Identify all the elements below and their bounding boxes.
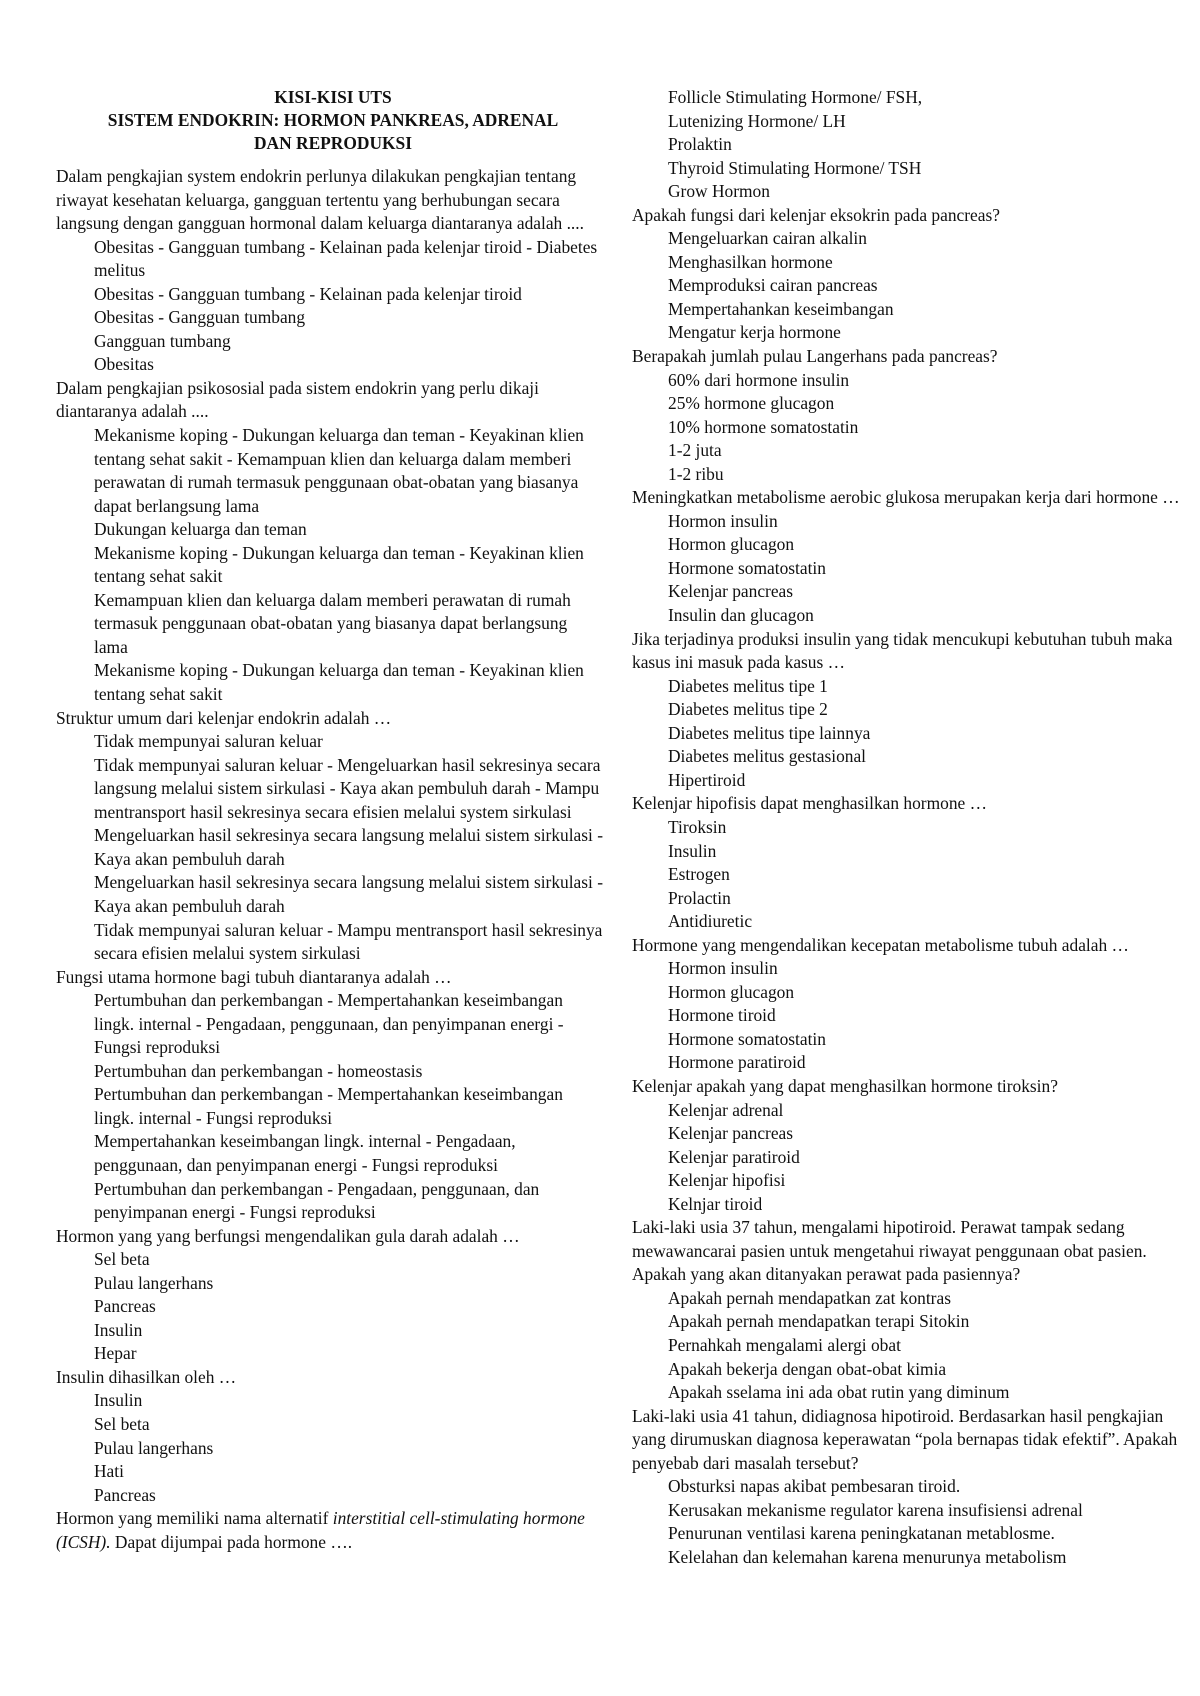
option: Kelenjar adrenal bbox=[668, 1099, 784, 1120]
question-block bbox=[632, 934, 1184, 1075]
option: Hormon glucagon bbox=[668, 981, 795, 1002]
option: 1-2 ribu bbox=[668, 463, 724, 484]
question-block bbox=[632, 86, 1184, 204]
question-block bbox=[56, 377, 604, 707]
option: Apakah pernah mendapatkan zat kontras bbox=[668, 1287, 951, 1308]
option: Mengatur kerja hormone bbox=[668, 322, 841, 343]
question-block bbox=[632, 204, 1184, 345]
option: Mengeluarkan cairan alkalin bbox=[668, 228, 867, 249]
question-block bbox=[632, 486, 1184, 627]
option: Hormone somatostatin bbox=[668, 1028, 826, 1049]
option: Apakah bekerja dengan obat-obat kimia bbox=[668, 1358, 947, 1379]
option: Diabetes melitus gestasional bbox=[668, 746, 867, 767]
question-block bbox=[56, 1366, 604, 1507]
question-block bbox=[632, 1216, 1184, 1404]
option: Diabetes melitus tipe 1 bbox=[668, 675, 828, 696]
option: Pertumbuhan dan perkembangan - Mempertahankan keseimbangan lingk. internal - Fungsi reproduksi bbox=[94, 1084, 563, 1128]
option: Insulin bbox=[94, 1390, 143, 1411]
question-text-post: Dapat dijumpai pada hormone …. bbox=[110, 1531, 353, 1552]
question-text: Dalam pengkajian system endokrin perlunya dilakukan pengkajian tentang riwayat kesehatan keluarga, gangguan tertentu yang berhubungan secara langsung dengan gangguan hormonal dalam keluarga diantaranya adalah .... bbox=[56, 166, 584, 234]
question-block bbox=[632, 628, 1184, 793]
option: 25% hormone glucagon bbox=[668, 393, 835, 414]
option: Obsturksi napas akibat pembesaran tiroid. bbox=[668, 1476, 961, 1497]
option: Pancreas bbox=[94, 1296, 156, 1317]
question-block bbox=[56, 707, 604, 966]
option: Lutenizing Hormone/ LH bbox=[668, 110, 846, 131]
option: Kelelahan dan kelemahan karena menurunya metabolism bbox=[668, 1546, 1067, 1567]
option: Kelenjar hipofisi bbox=[668, 1170, 786, 1191]
option: Estrogen bbox=[668, 864, 730, 885]
option: Obesitas - Gangguan tumbang - Kelainan pada kelenjar tiroid bbox=[94, 283, 522, 304]
option: Insulin bbox=[668, 840, 717, 861]
option: Kelnjar tiroid bbox=[668, 1193, 763, 1214]
option: Menghasilkan hormone bbox=[668, 251, 833, 272]
question-text: Laki-laki usia 41 tahun, didiagnosa hipotiroid. Berdasarkan hasil pengkajian yang dirumuskan diagnosa keperawatan “pola bernapas tidak efektif”. Apakah penyebab dari masalah tersebut? bbox=[632, 1405, 1178, 1473]
question-text: Meningkatkan metabolisme aerobic glukosa merupakan kerja dari hormone … bbox=[632, 487, 1180, 508]
option: Obesitas - Gangguan tumbang bbox=[94, 307, 306, 328]
option: Kelenjar pancreas bbox=[668, 1123, 794, 1144]
option: Apakah pernah mendapatkan terapi Sitokin bbox=[668, 1311, 970, 1332]
option: Obesitas - Gangguan tumbang - Kelainan pada kelenjar tiroid - Diabetes melitus bbox=[94, 236, 598, 281]
question-block bbox=[632, 345, 1184, 486]
question-text-pre: Hormon yang memiliki nama alternatif bbox=[56, 1508, 333, 1529]
question-block bbox=[632, 1075, 1184, 1216]
question-block bbox=[632, 1405, 1184, 1570]
option: Prolactin bbox=[668, 887, 731, 908]
option: Insulin dan glucagon bbox=[668, 605, 814, 626]
option: Insulin bbox=[94, 1319, 143, 1340]
option: 1-2 juta bbox=[668, 440, 722, 461]
left-column bbox=[56, 86, 604, 1554]
question-text: Apakah fungsi dari kelenjar eksokrin pada pancreas? bbox=[632, 204, 1000, 225]
question-block bbox=[56, 1225, 604, 1366]
question-text-italic: interstitial cell-stimulating hormone (ICSH). bbox=[56, 1508, 585, 1552]
option: Hormone tiroid bbox=[668, 1005, 776, 1026]
option: Obesitas bbox=[94, 354, 154, 375]
option: Pertumbuhan dan perkembangan - Pengadaan, penggunaan, dan penyimpanan energi - Fungsi reproduksi bbox=[94, 1178, 540, 1223]
question-text: Struktur umum dari kelenjar endokrin adalah … bbox=[56, 707, 392, 728]
question-text: Berapakah jumlah pulau Langerhans pada pancreas? bbox=[632, 346, 998, 367]
option: Hormon glucagon bbox=[668, 534, 795, 555]
option: 60% dari hormone insulin bbox=[668, 369, 850, 390]
option: Pancreas bbox=[94, 1484, 156, 1505]
option: Gangguan tumbang bbox=[94, 330, 231, 351]
option: Prolaktin bbox=[668, 134, 732, 155]
option: Mengeluarkan hasil sekresinya secara langsung melalui sistem sirkulasi - Kaya akan pembuluh darah bbox=[94, 825, 604, 869]
option: Thyroid Stimulating Hormone/ TSH bbox=[668, 157, 922, 178]
option: Diabetes melitus tipe lainnya bbox=[668, 722, 871, 743]
option: Diabetes melitus tipe 2 bbox=[668, 699, 828, 720]
option: Hipertiroid bbox=[668, 769, 746, 790]
option: Hormon insulin bbox=[668, 958, 778, 979]
option: Tidak mempunyai saluran keluar - Mampu mentransport hasil sekresinya secara efisien melalui system sirkulasi bbox=[94, 919, 603, 964]
option: Mempertahankan keseimbangan lingk. internal - Pengadaan, penggunaan, dan penyimpanan energi - Fungsi reproduksi bbox=[94, 1131, 516, 1175]
option: Memproduksi cairan pancreas bbox=[668, 275, 878, 296]
question-text: Hormone yang mengendalikan kecepatan metabolisme tubuh adalah … bbox=[632, 934, 1129, 955]
question-block bbox=[56, 966, 604, 1225]
option: Apakah sselama ini ada obat rutin yang diminum bbox=[668, 1382, 1010, 1403]
option: Antidiuretic bbox=[668, 911, 753, 932]
question-text: Kelenjar apakah yang dapat menghasilkan hormone tiroksin? bbox=[632, 1075, 1058, 1096]
option: Mekanisme koping - Dukungan keluarga dan teman - Keyakinan klien tentang sehat sakit - Kemampuan klien dan keluarga dalam memberi perawatan di rumah termasuk penggunaan obat-obatan yang biasanya dapat berlangsung lama bbox=[94, 425, 584, 516]
option: Pernahkah mengalami alergi obat bbox=[668, 1334, 901, 1355]
option: Hati bbox=[94, 1461, 124, 1482]
question-text: Hormon yang yang berfungsi mengendalikan gula darah adalah … bbox=[56, 1225, 520, 1246]
option: Kelenjar paratiroid bbox=[668, 1146, 800, 1167]
question-text: Insulin dihasilkan oleh … bbox=[56, 1366, 237, 1387]
option: Follicle Stimulating Hormone/ FSH, bbox=[668, 87, 923, 107]
option: Hepar bbox=[94, 1343, 137, 1364]
option: Hormone paratiroid bbox=[668, 1052, 806, 1073]
option: Mengeluarkan hasil sekresinya secara langsung melalui sistem sirkulasi - Kaya akan pembuluh darah bbox=[94, 872, 604, 916]
option: Pulau langerhans bbox=[94, 1437, 214, 1458]
option: Kerusakan mekanisme regulator karena insufisiensi adrenal bbox=[668, 1499, 1083, 1520]
option: Tiroksin bbox=[668, 816, 727, 837]
option: Hormon insulin bbox=[668, 510, 778, 531]
option: 10% hormone somatostatin bbox=[668, 416, 859, 437]
question-block bbox=[632, 792, 1184, 933]
option: Hormone somatostatin bbox=[668, 557, 826, 578]
document-title bbox=[62, 86, 604, 155]
question-text bbox=[56, 1507, 604, 1554]
option: Mekanisme koping - Dukungan keluarga dan teman - Keyakinan klien tentang sehat sakit bbox=[94, 542, 584, 587]
option: Pertumbuhan dan perkembangan - homeostasis bbox=[94, 1060, 423, 1081]
option: Dukungan keluarga dan teman bbox=[94, 519, 307, 540]
option: Penurunan ventilasi karena peningkatanan metablosme. bbox=[668, 1523, 1055, 1544]
title-line-1: KISI-KISI UTS bbox=[274, 87, 392, 107]
title-line-2: SISTEM ENDOKRIN: HORMON PANKREAS, ADRENAL bbox=[107, 110, 559, 130]
option: Mempertahankan keseimbangan bbox=[668, 298, 894, 319]
title-line-3: DAN REPRODUKSI bbox=[254, 133, 412, 153]
question-text: Kelenjar hipofisis dapat menghasilkan hormone … bbox=[632, 793, 987, 814]
option: Tidak mempunyai saluran keluar - Mengeluarkan hasil sekresinya secara langsung melalui sistem sirkulasi - Kaya akan pembuluh darah - Mampu mentransport hasil sekresinya secara efisien melalui system sirkulasi bbox=[94, 754, 601, 822]
question-block bbox=[56, 1507, 604, 1554]
option: Sel beta bbox=[94, 1413, 150, 1434]
option: Kemampuan klien dan keluarga dalam memberi perawatan di rumah termasuk penggunaan obat-obatan yang biasanya dapat berlangsung lama bbox=[94, 589, 571, 657]
right-column bbox=[632, 86, 1184, 1569]
option: Mekanisme koping - Dukungan keluarga dan teman - Keyakinan klien tentang sehat sakit bbox=[94, 660, 584, 705]
question-text: Jika terjadinya produksi insulin yang tidak mencukupi kebutuhan tubuh maka kasus ini masuk pada kasus … bbox=[632, 628, 1173, 673]
option: Pulau langerhans bbox=[94, 1272, 214, 1293]
option: Sel beta bbox=[94, 1249, 150, 1270]
option: Pertumbuhan dan perkembangan - Mempertahankan keseimbangan lingk. internal - Pengadaan, penggunaan, dan penyimpanan energi - Fungsi reproduksi bbox=[94, 990, 564, 1058]
question-text: Dalam pengkajian psikososial pada sistem endokrin yang perlu dikaji diantaranya adalah .... bbox=[56, 377, 539, 422]
option: Tidak mempunyai saluran keluar bbox=[94, 731, 323, 752]
question-block bbox=[56, 165, 604, 377]
option: Grow Hormon bbox=[668, 181, 770, 202]
question-text: Laki-laki usia 37 tahun, mengalami hipotiroid. Perawat tampak sedang mewawancarai pasien untuk mengetahui riwayat penggunaan obat pasien. Apakah yang akan ditanyakan perawat pada pasiennya? bbox=[632, 1217, 1147, 1285]
question-text: Fungsi utama hormone bagi tubuh diantaranya adalah … bbox=[56, 966, 452, 987]
option: Kelenjar pancreas bbox=[668, 581, 794, 602]
